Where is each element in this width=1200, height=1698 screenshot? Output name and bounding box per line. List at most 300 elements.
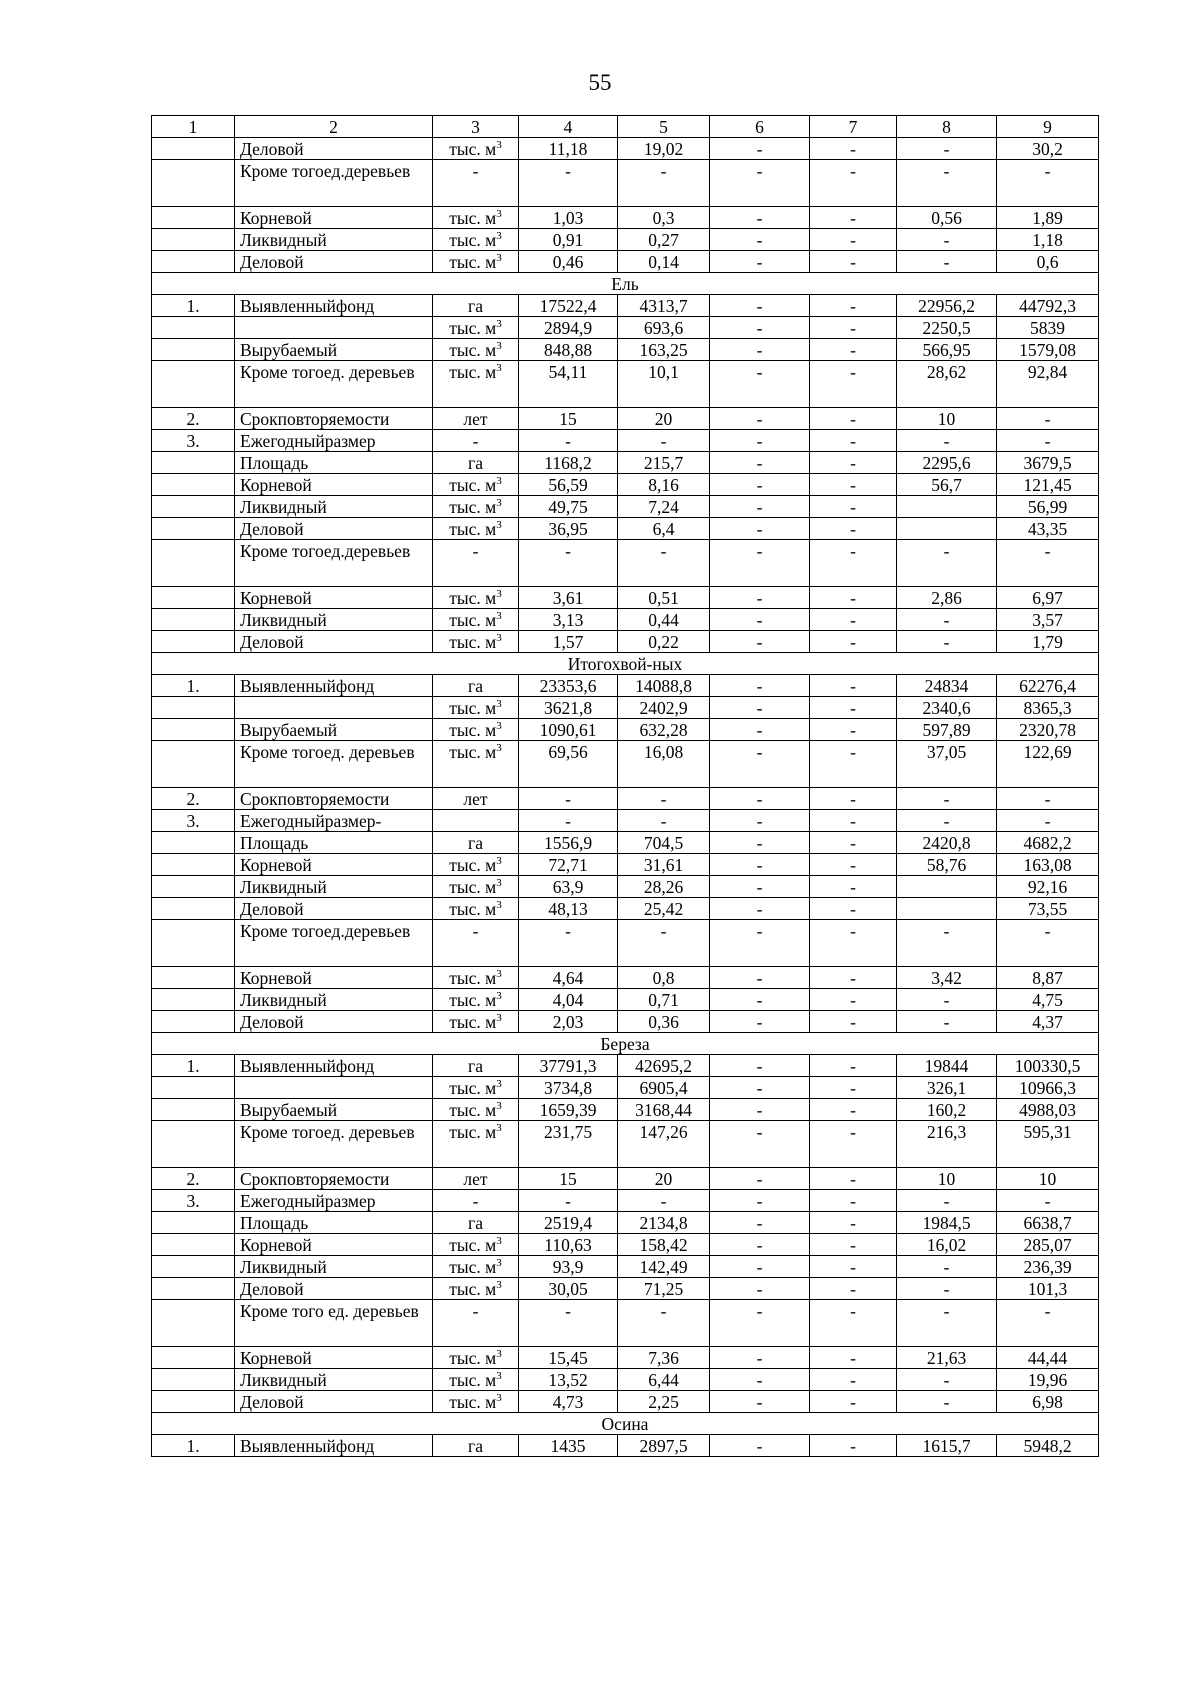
value-cell: 10: [897, 1168, 997, 1190]
row-number-cell: [152, 1212, 235, 1234]
value-cell: -: [897, 1391, 997, 1413]
table-row: [152, 631, 1099, 653]
value-cell: -: [810, 1168, 897, 1190]
value-cell: [897, 496, 997, 518]
value-cell: -: [997, 430, 1099, 452]
value-cell: -: [810, 1077, 897, 1099]
value-cell: 0,51: [618, 587, 710, 609]
value-cell: 110,63: [519, 1234, 618, 1256]
value-cell: -: [810, 788, 897, 810]
value-cell: 15,45: [519, 1347, 618, 1369]
value-cell: -: [810, 452, 897, 474]
value-cell: -: [997, 408, 1099, 430]
value-cell: -: [519, 1190, 618, 1212]
unit-cell: тыс. $м^3$: [433, 1347, 519, 1369]
value-cell: 62276,4: [997, 675, 1099, 697]
row-number-cell: [152, 741, 235, 788]
value-cell: -: [618, 1300, 710, 1347]
value-cell: 6,98: [997, 1391, 1099, 1413]
table-row: [152, 989, 1099, 1011]
column-header: 1: [152, 116, 235, 138]
value-cell: -: [897, 160, 997, 207]
indicator-cell: Корневой: [235, 854, 433, 876]
value-cell: 73,55: [997, 898, 1099, 920]
value-cell: 4,73: [519, 1391, 618, 1413]
section-header-row: [152, 653, 1099, 675]
value-cell: 1556,9: [519, 832, 618, 854]
value-cell: 216,3: [897, 1121, 997, 1168]
value-cell: -: [810, 1212, 897, 1234]
indicator-cell: Корневой: [235, 1347, 433, 1369]
table-row: [152, 609, 1099, 631]
value-cell: -: [810, 697, 897, 719]
value-cell: [897, 898, 997, 920]
value-cell: -: [810, 854, 897, 876]
indicator-cell: [235, 1077, 433, 1099]
value-cell: -: [810, 898, 897, 920]
value-cell: -: [710, 1278, 810, 1300]
value-cell: -: [618, 920, 710, 967]
row-number-cell: 1.: [152, 1055, 235, 1077]
value-cell: -: [897, 430, 997, 452]
table-row: [152, 876, 1099, 898]
value-cell: -: [897, 1256, 997, 1278]
value-cell: -: [810, 876, 897, 898]
value-cell: 30,2: [997, 138, 1099, 160]
indicator-cell: Деловой: [235, 1391, 433, 1413]
value-cell: 36,95: [519, 518, 618, 540]
row-number-cell: 3.: [152, 1190, 235, 1212]
unit-cell: тыс. $м^3$: [433, 1099, 519, 1121]
value-cell: -: [897, 609, 997, 631]
value-cell: -: [810, 675, 897, 697]
value-cell: 4,04: [519, 989, 618, 1011]
value-cell: -: [710, 587, 810, 609]
value-cell: -: [710, 609, 810, 631]
indicator-cell: Ликвидный: [235, 989, 433, 1011]
value-cell: -: [810, 474, 897, 496]
unit-cell: тыс. $м^3$: [433, 967, 519, 989]
indicator-cell: Деловой: [235, 138, 433, 160]
value-cell: 7,24: [618, 496, 710, 518]
value-cell: -: [618, 430, 710, 452]
value-cell: -: [519, 1300, 618, 1347]
value-cell: -: [810, 1435, 897, 1457]
indicator-cell: Ежегодныйразмер: [235, 1190, 433, 1212]
value-cell: -: [710, 719, 810, 741]
value-cell: 121,45: [997, 474, 1099, 496]
value-cell: -: [810, 810, 897, 832]
value-cell: [897, 518, 997, 540]
row-number-cell: 3.: [152, 810, 235, 832]
value-cell: 2,03: [519, 1011, 618, 1033]
value-cell: -: [710, 540, 810, 587]
value-cell: -: [897, 631, 997, 653]
indicator-cell: Кроме тогоед. деревьев: [235, 1121, 433, 1168]
row-number-cell: [152, 361, 235, 408]
value-cell: 22956,2: [897, 295, 997, 317]
value-cell: 3168,44: [618, 1099, 710, 1121]
row-number-cell: [152, 540, 235, 587]
value-cell: 6,4: [618, 518, 710, 540]
indicator-cell: Выявленныйфонд: [235, 1055, 433, 1077]
indicator-cell: Кроме тогоед.деревьев: [235, 540, 433, 587]
value-cell: -: [710, 1435, 810, 1457]
value-cell: 19,96: [997, 1369, 1099, 1391]
row-number-cell: [152, 474, 235, 496]
table-row: [152, 540, 1099, 587]
indicator-cell: [235, 317, 433, 339]
indicator-cell: Ликвидный: [235, 1369, 433, 1391]
value-cell: 44,44: [997, 1347, 1099, 1369]
unit-cell: тыс. $м^3$: [433, 339, 519, 361]
unit-cell: га: [433, 832, 519, 854]
value-cell: -: [997, 920, 1099, 967]
value-cell: 21,63: [897, 1347, 997, 1369]
value-cell: -: [810, 430, 897, 452]
value-cell: -: [810, 989, 897, 1011]
value-cell: -: [810, 496, 897, 518]
table-row: [152, 1435, 1099, 1457]
value-cell: -: [618, 788, 710, 810]
unit-cell: тыс. $м^3$: [433, 898, 519, 920]
row-number-cell: [152, 898, 235, 920]
unit-cell: тыс. $м^3$: [433, 361, 519, 408]
row-number-cell: [152, 452, 235, 474]
value-cell: 3734,8: [519, 1077, 618, 1099]
value-cell: 163,08: [997, 854, 1099, 876]
unit-cell: тыс. $м^3$: [433, 496, 519, 518]
value-cell: 101,3: [997, 1278, 1099, 1300]
value-cell: 1,57: [519, 631, 618, 653]
value-cell: -: [710, 854, 810, 876]
unit-cell: га: [433, 1055, 519, 1077]
value-cell: 93,9: [519, 1256, 618, 1278]
value-cell: -: [710, 631, 810, 653]
value-cell: -: [897, 540, 997, 587]
section-title: Итогохвой-ных: [152, 653, 1099, 675]
indicator-cell: Площадь: [235, 832, 433, 854]
indicator-cell: Корневой: [235, 207, 433, 229]
table-row: [152, 339, 1099, 361]
value-cell: -: [710, 361, 810, 408]
value-cell: -: [897, 1300, 997, 1347]
row-number-cell: [152, 967, 235, 989]
row-number-cell: [152, 1278, 235, 1300]
unit-cell: тыс. $м^3$: [433, 1121, 519, 1168]
indicator-cell: Ежегодныйразмер: [235, 430, 433, 452]
value-cell: -: [810, 587, 897, 609]
table-row: [152, 719, 1099, 741]
value-cell: 236,39: [997, 1256, 1099, 1278]
value-cell: -: [897, 1278, 997, 1300]
value-cell: -: [710, 1099, 810, 1121]
value-cell: 1615,7: [897, 1435, 997, 1457]
table-row: [152, 1369, 1099, 1391]
value-cell: -: [519, 430, 618, 452]
value-cell: -: [897, 1011, 997, 1033]
value-cell: 20: [618, 408, 710, 430]
table-row: [152, 229, 1099, 251]
value-cell: -: [810, 1300, 897, 1347]
row-number-cell: [152, 989, 235, 1011]
indicator-cell: Деловой: [235, 1278, 433, 1300]
value-cell: -: [810, 1121, 897, 1168]
table-row: [152, 1278, 1099, 1300]
value-cell: -: [810, 540, 897, 587]
value-cell: 14088,8: [618, 675, 710, 697]
row-number-cell: [152, 251, 235, 273]
unit-cell: тыс. $м^3$: [433, 251, 519, 273]
value-cell: -: [710, 339, 810, 361]
row-number-cell: [152, 1347, 235, 1369]
value-cell: -: [710, 920, 810, 967]
value-cell: 0,3: [618, 207, 710, 229]
value-cell: 1,03: [519, 207, 618, 229]
value-cell: 1984,5: [897, 1212, 997, 1234]
value-cell: 4,75: [997, 989, 1099, 1011]
table-row: [152, 408, 1099, 430]
table-row: [152, 697, 1099, 719]
value-cell: -: [519, 540, 618, 587]
value-cell: -: [810, 967, 897, 989]
value-cell: 15: [519, 408, 618, 430]
table-row: [152, 832, 1099, 854]
table-row: [152, 1234, 1099, 1256]
value-cell: 122,69: [997, 741, 1099, 788]
value-cell: 42695,2: [618, 1055, 710, 1077]
row-number-cell: 2.: [152, 788, 235, 810]
value-cell: 56,99: [997, 496, 1099, 518]
table-row: [152, 1168, 1099, 1190]
value-cell: 2519,4: [519, 1212, 618, 1234]
row-number-cell: [152, 207, 235, 229]
value-cell: -: [519, 788, 618, 810]
value-cell: 16,08: [618, 741, 710, 788]
value-cell: 16,02: [897, 1234, 997, 1256]
value-cell: 8365,3: [997, 697, 1099, 719]
value-cell: -: [710, 989, 810, 1011]
row-number-cell: [152, 609, 235, 631]
row-number-cell: [152, 719, 235, 741]
indicator-cell: Выявленныйфонд: [235, 295, 433, 317]
value-cell: 0,46: [519, 251, 618, 273]
value-cell: -: [710, 138, 810, 160]
value-cell: -: [897, 229, 997, 251]
value-cell: 2402,9: [618, 697, 710, 719]
table-row: [152, 1347, 1099, 1369]
table-row: [152, 1190, 1099, 1212]
value-cell: 8,16: [618, 474, 710, 496]
value-cell: -: [997, 788, 1099, 810]
value-cell: 1,18: [997, 229, 1099, 251]
unit-cell: тыс. $м^3$: [433, 1278, 519, 1300]
table-row: [152, 788, 1099, 810]
value-cell: 49,75: [519, 496, 618, 518]
indicator-cell: Срокповторяемости: [235, 788, 433, 810]
value-cell: 6,44: [618, 1369, 710, 1391]
indicator-cell: Ликвидный: [235, 876, 433, 898]
value-cell: 92,16: [997, 876, 1099, 898]
value-cell: 23353,6: [519, 675, 618, 697]
column-header: 4: [519, 116, 618, 138]
value-cell: 0,22: [618, 631, 710, 653]
unit-cell: тыс. $м^3$: [433, 474, 519, 496]
value-cell: 2420,8: [897, 832, 997, 854]
table-row: [152, 1077, 1099, 1099]
value-cell: 56,59: [519, 474, 618, 496]
value-cell: -: [897, 1369, 997, 1391]
unit-cell: га: [433, 295, 519, 317]
value-cell: 0,36: [618, 1011, 710, 1033]
row-number-cell: [152, 1300, 235, 1347]
value-cell: -: [710, 832, 810, 854]
value-cell: -: [710, 1369, 810, 1391]
table-row: [152, 160, 1099, 207]
value-cell: 3,42: [897, 967, 997, 989]
indicator-cell: Вырубаемый: [235, 339, 433, 361]
unit-cell: тыс. $м^3$: [433, 518, 519, 540]
column-header: 5: [618, 116, 710, 138]
indicator-cell: Выявленныйфонд: [235, 1435, 433, 1457]
value-cell: 2340,6: [897, 697, 997, 719]
value-cell: 8,87: [997, 967, 1099, 989]
indicator-cell: Корневой: [235, 474, 433, 496]
value-cell: 13,52: [519, 1369, 618, 1391]
value-cell: -: [710, 430, 810, 452]
unit-cell: лет: [433, 788, 519, 810]
value-cell: -: [710, 1055, 810, 1077]
value-cell: -: [710, 1391, 810, 1413]
indicator-cell: Ежегодныйразмер-: [235, 810, 433, 832]
value-cell: 92,84: [997, 361, 1099, 408]
unit-cell: тыс. $м^3$: [433, 989, 519, 1011]
row-number-cell: [152, 1391, 235, 1413]
value-cell: -: [810, 160, 897, 207]
value-cell: 54,11: [519, 361, 618, 408]
value-cell: -: [710, 1234, 810, 1256]
value-cell: 69,56: [519, 741, 618, 788]
column-header: 3: [433, 116, 519, 138]
value-cell: 147,26: [618, 1121, 710, 1168]
unit-cell: [433, 810, 519, 832]
unit-cell: -: [433, 1190, 519, 1212]
row-number-cell: 3.: [152, 430, 235, 452]
value-cell: 1579,08: [997, 339, 1099, 361]
unit-cell: тыс. $м^3$: [433, 719, 519, 741]
row-number-cell: [152, 518, 235, 540]
value-cell: -: [618, 160, 710, 207]
value-cell: -: [897, 989, 997, 1011]
value-cell: 7,36: [618, 1347, 710, 1369]
table-row: [152, 496, 1099, 518]
unit-cell: лет: [433, 408, 519, 430]
row-number-cell: [152, 317, 235, 339]
row-number-cell: [152, 832, 235, 854]
value-cell: 215,7: [618, 452, 710, 474]
value-cell: -: [710, 788, 810, 810]
value-cell: -: [897, 810, 997, 832]
row-number-cell: [152, 920, 235, 967]
value-cell: 6,97: [997, 587, 1099, 609]
table-row: [152, 587, 1099, 609]
row-number-cell: 2.: [152, 408, 235, 430]
indicator-cell: Вырубаемый: [235, 1099, 433, 1121]
value-cell: 0,8: [618, 967, 710, 989]
value-cell: 2894,9: [519, 317, 618, 339]
value-cell: 2250,5: [897, 317, 997, 339]
value-cell: -: [997, 160, 1099, 207]
table-row: [152, 207, 1099, 229]
unit-cell: тыс. $м^3$: [433, 229, 519, 251]
value-cell: -: [810, 609, 897, 631]
row-number-cell: [152, 1369, 235, 1391]
table-row: [152, 1121, 1099, 1168]
value-cell: 285,07: [997, 1234, 1099, 1256]
row-number-cell: [152, 1099, 235, 1121]
unit-cell: тыс. $м^3$: [433, 317, 519, 339]
value-cell: 0,6: [997, 251, 1099, 273]
table-row: [152, 1099, 1099, 1121]
table-row: [152, 295, 1099, 317]
value-cell: 20: [618, 1168, 710, 1190]
table-row: [152, 430, 1099, 452]
indicator-cell: Выявленныйфонд: [235, 675, 433, 697]
value-cell: 24834: [897, 675, 997, 697]
unit-cell: тыс. $м^3$: [433, 1369, 519, 1391]
indicator-cell: Ликвидный: [235, 496, 433, 518]
unit-cell: -: [433, 430, 519, 452]
row-number-cell: [152, 876, 235, 898]
table-row: [152, 675, 1099, 697]
value-cell: 15: [519, 1168, 618, 1190]
indicator-cell: Корневой: [235, 587, 433, 609]
indicator-cell: Корневой: [235, 967, 433, 989]
table-row: [152, 474, 1099, 496]
value-cell: -: [810, 719, 897, 741]
unit-cell: тыс. $м^3$: [433, 854, 519, 876]
value-cell: -: [710, 1300, 810, 1347]
value-cell: -: [710, 697, 810, 719]
row-number-cell: [152, 160, 235, 207]
value-cell: -: [710, 1077, 810, 1099]
value-cell: 848,88: [519, 339, 618, 361]
value-cell: -: [810, 1391, 897, 1413]
value-cell: 19844: [897, 1055, 997, 1077]
value-cell: -: [810, 920, 897, 967]
value-cell: -: [710, 810, 810, 832]
table-row: [152, 317, 1099, 339]
value-cell: 72,71: [519, 854, 618, 876]
row-number-cell: [152, 854, 235, 876]
value-cell: 158,42: [618, 1234, 710, 1256]
value-cell: 1168,2: [519, 452, 618, 474]
value-cell: -: [897, 251, 997, 273]
section-header-row: [152, 273, 1099, 295]
value-cell: -: [810, 295, 897, 317]
table-row: [152, 1391, 1099, 1413]
column-header: 9: [997, 116, 1099, 138]
value-cell: -: [710, 229, 810, 251]
row-number-cell: [152, 229, 235, 251]
value-cell: 0,56: [897, 207, 997, 229]
value-cell: 58,76: [897, 854, 997, 876]
value-cell: -: [618, 810, 710, 832]
value-cell: 2,25: [618, 1391, 710, 1413]
table-row: [152, 920, 1099, 967]
indicator-cell: Корневой: [235, 1234, 433, 1256]
value-cell: 1,89: [997, 207, 1099, 229]
